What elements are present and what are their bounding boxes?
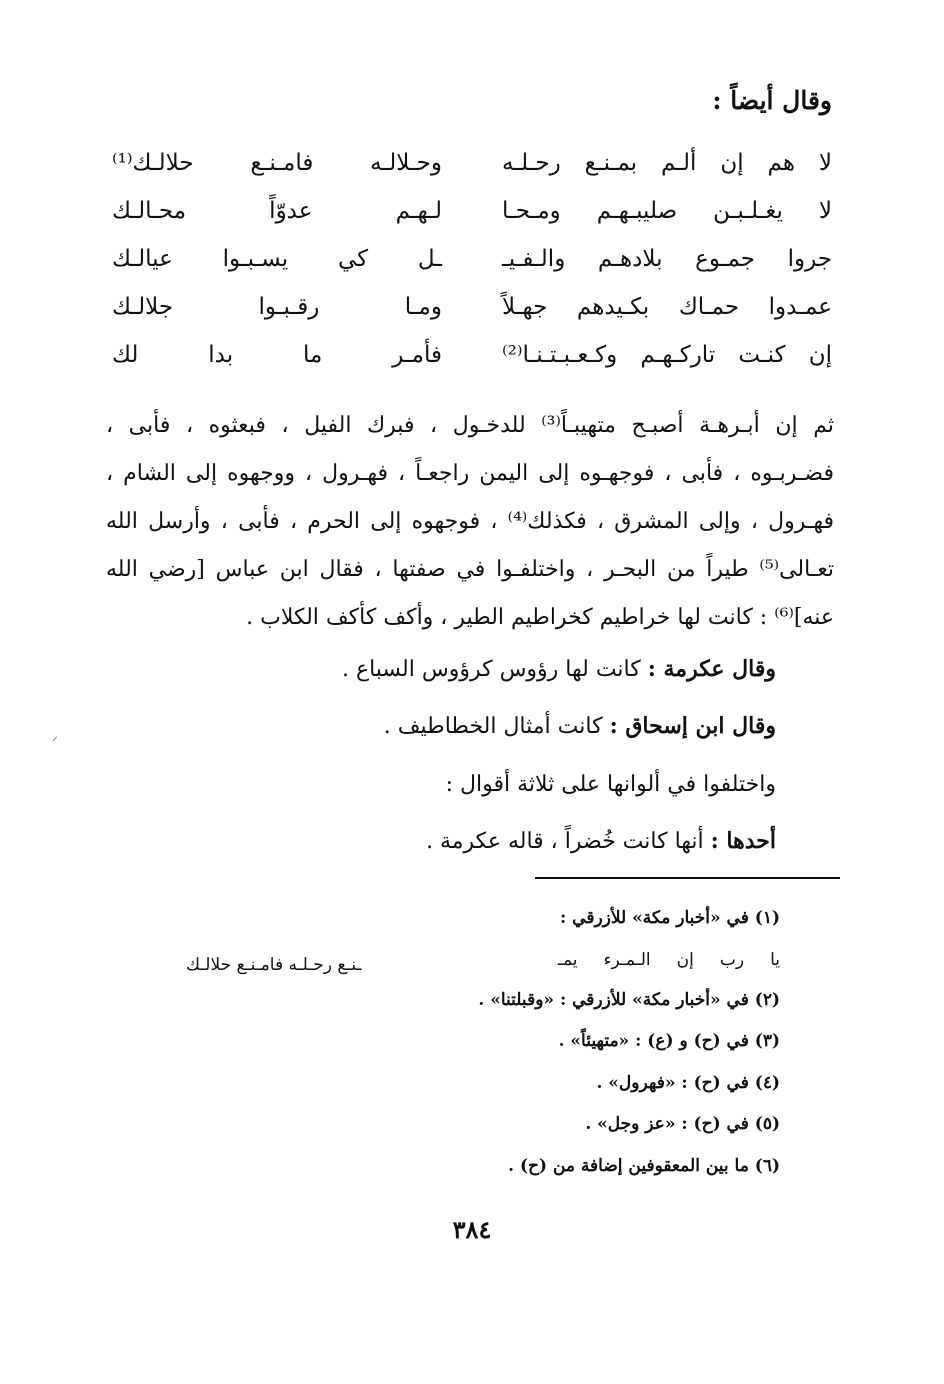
colors-intro [446,771,776,797]
paragraph-line: فهـرول ، وإلى المشرق ، فكذلك⁽⁴⁾ ، فوجهوه إلى الحرم ، فأبى ، وأرسل الله [106,509,834,534]
verse-line [112,198,832,246]
footnote-5: (٥) في (ح) : «عز وجل» . [585,1114,780,1134]
verse-second-hemistich: ـل كي يسـبـوا عيالـك [112,246,442,272]
paragraph-line: عنه]⁽⁶⁾ : كانت لها خراطيم كخراطيم الطير ، وأكف كأكف الكلاب . [246,605,834,630]
paragraph-line: تعـالى⁽⁵⁾ طيراً من البحـر ، واختلفـوا في صفتها ، فقال ابن عباس [رضي الله [106,557,834,582]
footnote-1-verse-first: يا رب إن الـمـرء يمـ [558,950,780,970]
verse-second-hemistich: وحـلالـه فامـنـع حلالـك⁽¹⁾ [112,150,442,176]
scan-mark: ⸜ [52,729,59,743]
footnote-1-verse-second: ـنـع رحـلـه فامـنـع حلالـك [186,955,362,975]
paragraph-line: ثم إن أبـرهـة أصبـح متهيبـاً⁽³⁾ للدخـول ، فبرك الفيل ، فبعثوه ، فأبى ، [106,413,834,438]
first-opinion [426,828,776,854]
footnote-2: (٢) في «أخبار مكة» للأزرقي : «وقبلتنا» . [478,990,780,1010]
verse-second-hemistich: لـهـم عدوّاً محـالـك [112,198,442,224]
footnote-3: (٣) في (ح) و (ع) : «متهيئاً» . [558,1031,780,1051]
footnote-4: (٤) في (ح) : «فهرول» . [596,1073,780,1093]
verse-first-hemistich: لا هم إن ألـم بمـنـع رحـلـه [502,150,832,176]
verse-line [112,246,832,294]
footnote-1: (١) في «أخبار مكة» للأزرقي : [559,908,780,928]
footnote-6: (٦) ما بين المعقوفين إضافة من (ح) . [508,1156,780,1176]
verse-second-hemistich: ومـا رقـبـوا جلالـك [112,294,442,320]
quote-label: وقال عكرمة : [647,656,776,682]
quote-ikrima [342,656,776,682]
paragraph-line: فضـربـوه ، فأبى ، فوجهـوه إلى اليمن راجعـاً ، فهـرول ، ووجهوه إلى الشام ، [106,461,834,486]
quote-label: أحدها : [710,828,776,854]
verse-first-hemistich: عمـدوا حمـاك بكـيدهم جهـلاً [502,294,832,320]
footnote-separator [535,877,840,879]
page-number: ٣٨٤ [452,1215,492,1244]
verse-line [112,150,832,198]
body-paragraph [106,402,834,642]
verse-first-hemistich: جروا جمـوع بلادهـم والـفـيـ [502,246,832,272]
quote-text: أنها كانت خُضراً ، قاله عكرمة . [425,829,711,854]
verse-second-hemistich: فأمـر ما بدا لك [112,342,442,368]
quote-ibn-ishaq [384,713,776,739]
verse-line [112,294,832,342]
quote-text: كانت لها رؤوس كرؤوس السباع . [341,657,648,682]
verse-first-hemistich: إن كنـت تاركـهـم وكـعـبـتـنـا⁽²⁾ [502,342,832,368]
section-heading: وقال أيضاً : [712,86,832,115]
quote-text: واختلفوا في ألوانها على ثلاثة أقوال : [445,772,776,797]
quote-text: كانت أمثال الخطاطيف . [383,714,610,739]
verse-first-hemistich: لا يغـلـبـن صليبـهـم ومـحـا [502,198,832,224]
verse-line [112,342,832,390]
quote-label: وقال ابن إسحاق : [609,713,776,739]
